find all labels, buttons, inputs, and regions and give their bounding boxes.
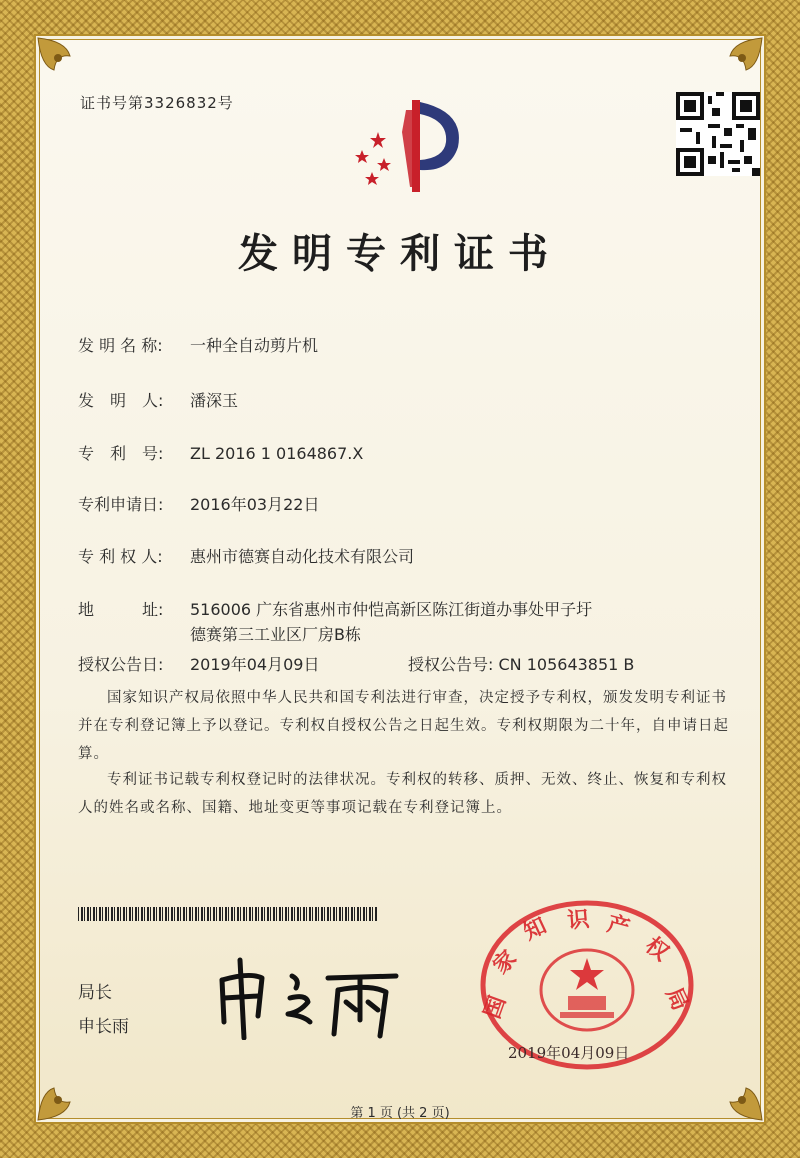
field-filing-date xyxy=(78,492,319,515)
page-number: 第 1 页 (共 2 页) xyxy=(350,1106,450,1121)
svg-text:局: 局 xyxy=(660,983,693,1015)
field-inventor xyxy=(78,388,238,411)
field-label: 专 利 权 人: xyxy=(78,547,163,566)
field-label: 专利申请日: xyxy=(78,495,164,514)
certificate-title: 发明专利证书 xyxy=(238,230,562,277)
qr-code-icon xyxy=(676,92,760,176)
corner-ornament-icon xyxy=(36,36,96,96)
body-paragraph-1: 国家知识产权局依照中华人民共和国专利法进行审查，决定授予专利权，颁发发明专利证书并在专利登记簿上予以登记。专利权自授权公告之日起生效。专利权期限为二十年，自申请日起算。 xyxy=(78,690,729,762)
field-value: 惠州市德赛自动化技术有限公司 xyxy=(190,547,415,566)
field-label: 授权公告日: xyxy=(78,655,164,674)
field-patentee xyxy=(78,544,414,567)
field-label: 授权公告号: xyxy=(408,655,494,674)
director-name: 申长雨 xyxy=(78,1017,129,1037)
field-value: 一种全自动剪片机 xyxy=(190,336,319,355)
field-value: 2019年04月09日 xyxy=(190,655,320,674)
field-value: 516006 广东省惠州市仲恺高新区陈江街道办事处甲子圩 xyxy=(190,600,593,619)
svg-text:权: 权 xyxy=(640,933,674,967)
certificate-number: 证书号第3326832号 xyxy=(80,94,234,112)
svg-text:识: 识 xyxy=(566,907,591,934)
barcode-icon xyxy=(78,907,378,921)
field-value: 2016年03月22日 xyxy=(190,495,320,514)
field-patent-no xyxy=(78,441,363,464)
field-value: CN 105643851 B xyxy=(498,655,635,674)
field-label: 专 利 号: xyxy=(78,444,164,463)
signature-icon xyxy=(210,950,410,1040)
field-address xyxy=(78,597,592,620)
director-title: 局长 xyxy=(78,983,112,1003)
svg-text:知: 知 xyxy=(519,913,551,946)
body-paragraph-2: 专利证书记载专利权登记时的法律状况。专利权的转移、质押、无效、终止、恢复和专利权人的姓名或名称、国籍、地址变更等事项记载在专利登记簿上。 xyxy=(78,772,727,816)
field-value: ZL 2016 1 0164867.X xyxy=(190,444,364,463)
patent-office-emblem-icon xyxy=(340,92,470,202)
field-label: 发 明 名 称: xyxy=(78,336,163,355)
field-address-line2: 德赛第三工业区厂房B栋 xyxy=(190,625,361,644)
corner-ornament-icon xyxy=(704,36,764,96)
seal-date: 2019年04月09日 xyxy=(508,1044,630,1062)
field-grant-date xyxy=(78,652,319,675)
field-label: 地 址: xyxy=(78,600,164,619)
field-grant-pub-no xyxy=(408,652,634,675)
field-label: 发 明 人: xyxy=(78,391,164,410)
field-invention-name xyxy=(78,333,318,356)
svg-text:家: 家 xyxy=(488,945,522,980)
svg-text:国: 国 xyxy=(480,992,512,1023)
field-value: 潘深玉 xyxy=(190,391,239,410)
svg-text:产: 产 xyxy=(604,911,633,942)
